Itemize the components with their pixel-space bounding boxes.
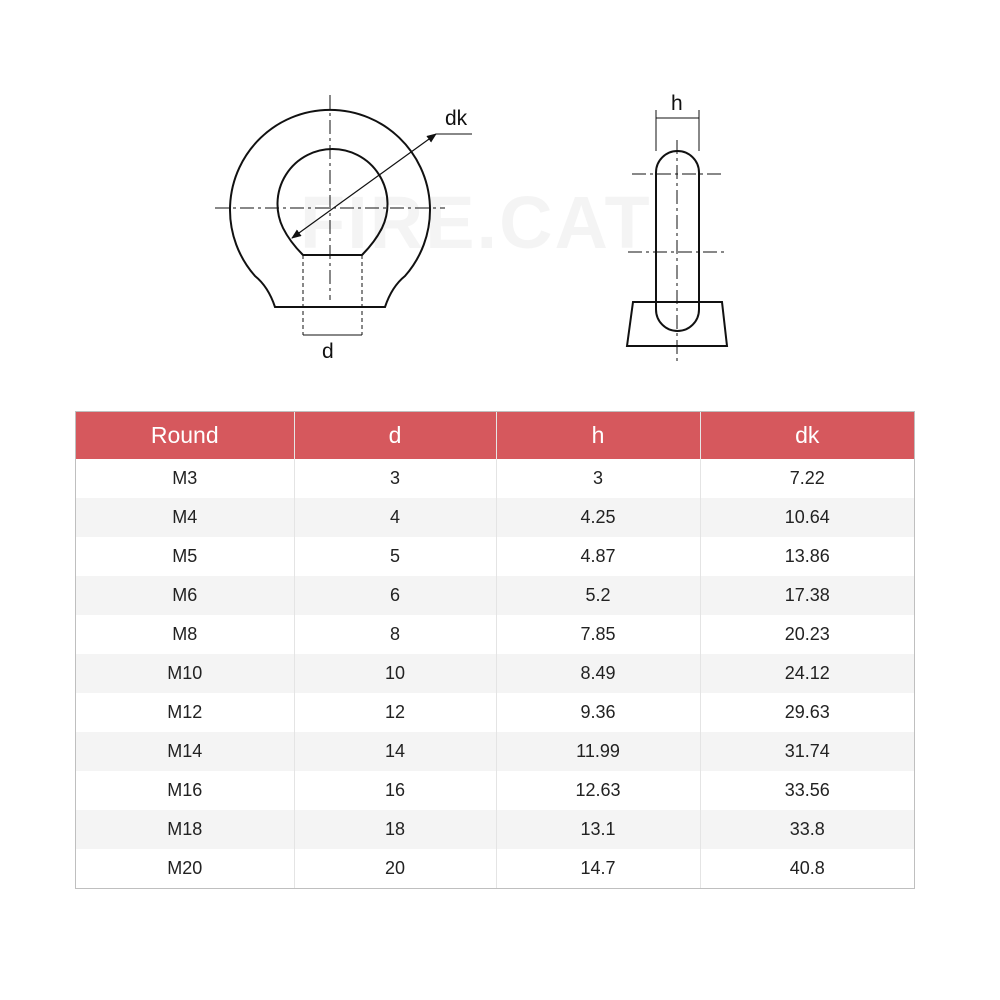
dimension-dk	[292, 107, 472, 238]
table-row	[76, 732, 914, 771]
cell-dk: 13.86	[700, 537, 914, 576]
cell-d: 3	[294, 459, 496, 498]
cell-h: 3	[496, 459, 700, 498]
cell-h: 4.87	[496, 537, 700, 576]
table-row	[76, 654, 914, 693]
cell-dk: 33.56	[700, 771, 914, 810]
cell-d: 20	[294, 849, 496, 888]
cell-round: M10	[76, 654, 294, 693]
cell-dk: 17.38	[700, 576, 914, 615]
dimension-table	[75, 411, 915, 889]
cell-round: M8	[76, 615, 294, 654]
side-view-centerlines	[628, 140, 726, 362]
cell-d: 16	[294, 771, 496, 810]
cell-dk: 20.23	[700, 615, 914, 654]
dimension-d	[303, 335, 362, 363]
cell-h: 14.7	[496, 849, 700, 888]
cell-dk: 10.64	[700, 498, 914, 537]
cell-d: 5	[294, 537, 496, 576]
dimension-h-label: h	[671, 92, 683, 115]
table-body	[76, 459, 914, 888]
cell-h: 12.63	[496, 771, 700, 810]
cell-dk: 33.8	[700, 810, 914, 849]
cell-round: M14	[76, 732, 294, 771]
cell-d: 18	[294, 810, 496, 849]
cell-h: 4.25	[496, 498, 700, 537]
header-d: d	[294, 412, 496, 459]
table-row	[76, 849, 914, 888]
cell-dk: 31.74	[700, 732, 914, 771]
cell-round: M18	[76, 810, 294, 849]
header-h: h	[496, 412, 700, 459]
cell-h: 8.49	[496, 654, 700, 693]
cell-dk: 29.63	[700, 693, 914, 732]
front-view-inner-hole	[277, 149, 387, 255]
header-dk: dk	[700, 412, 914, 459]
dimension-d-label: d	[322, 340, 334, 363]
cell-h: 11.99	[496, 732, 700, 771]
cell-round: M6	[76, 576, 294, 615]
cell-round: M3	[76, 459, 294, 498]
table-row	[76, 498, 914, 537]
table-row	[76, 771, 914, 810]
table-row	[76, 693, 914, 732]
cell-d: 4	[294, 498, 496, 537]
cell-h: 9.36	[496, 693, 700, 732]
cell-h: 13.1	[496, 810, 700, 849]
cell-d: 12	[294, 693, 496, 732]
table-row	[76, 576, 914, 615]
table-row	[76, 537, 914, 576]
cell-h: 7.85	[496, 615, 700, 654]
cell-d: 8	[294, 615, 496, 654]
cell-round: M5	[76, 537, 294, 576]
eye-nut-drawing	[0, 0, 1000, 400]
header-round: Round	[76, 412, 294, 459]
cell-d: 6	[294, 576, 496, 615]
cell-round: M20	[76, 849, 294, 888]
cell-dk: 40.8	[700, 849, 914, 888]
dimension-dk-label: dk	[445, 107, 468, 130]
cell-d: 14	[294, 732, 496, 771]
table-row	[76, 615, 914, 654]
table-row	[76, 810, 914, 849]
cell-round: M12	[76, 693, 294, 732]
front-view-hidden-lines	[303, 255, 362, 335]
cell-dk: 24.12	[700, 654, 914, 693]
cell-round: M4	[76, 498, 294, 537]
table-header-row	[76, 412, 914, 459]
cell-round: M16	[76, 771, 294, 810]
cell-h: 5.2	[496, 576, 700, 615]
table-row	[76, 459, 914, 498]
cell-d: 10	[294, 654, 496, 693]
cell-dk: 7.22	[700, 459, 914, 498]
